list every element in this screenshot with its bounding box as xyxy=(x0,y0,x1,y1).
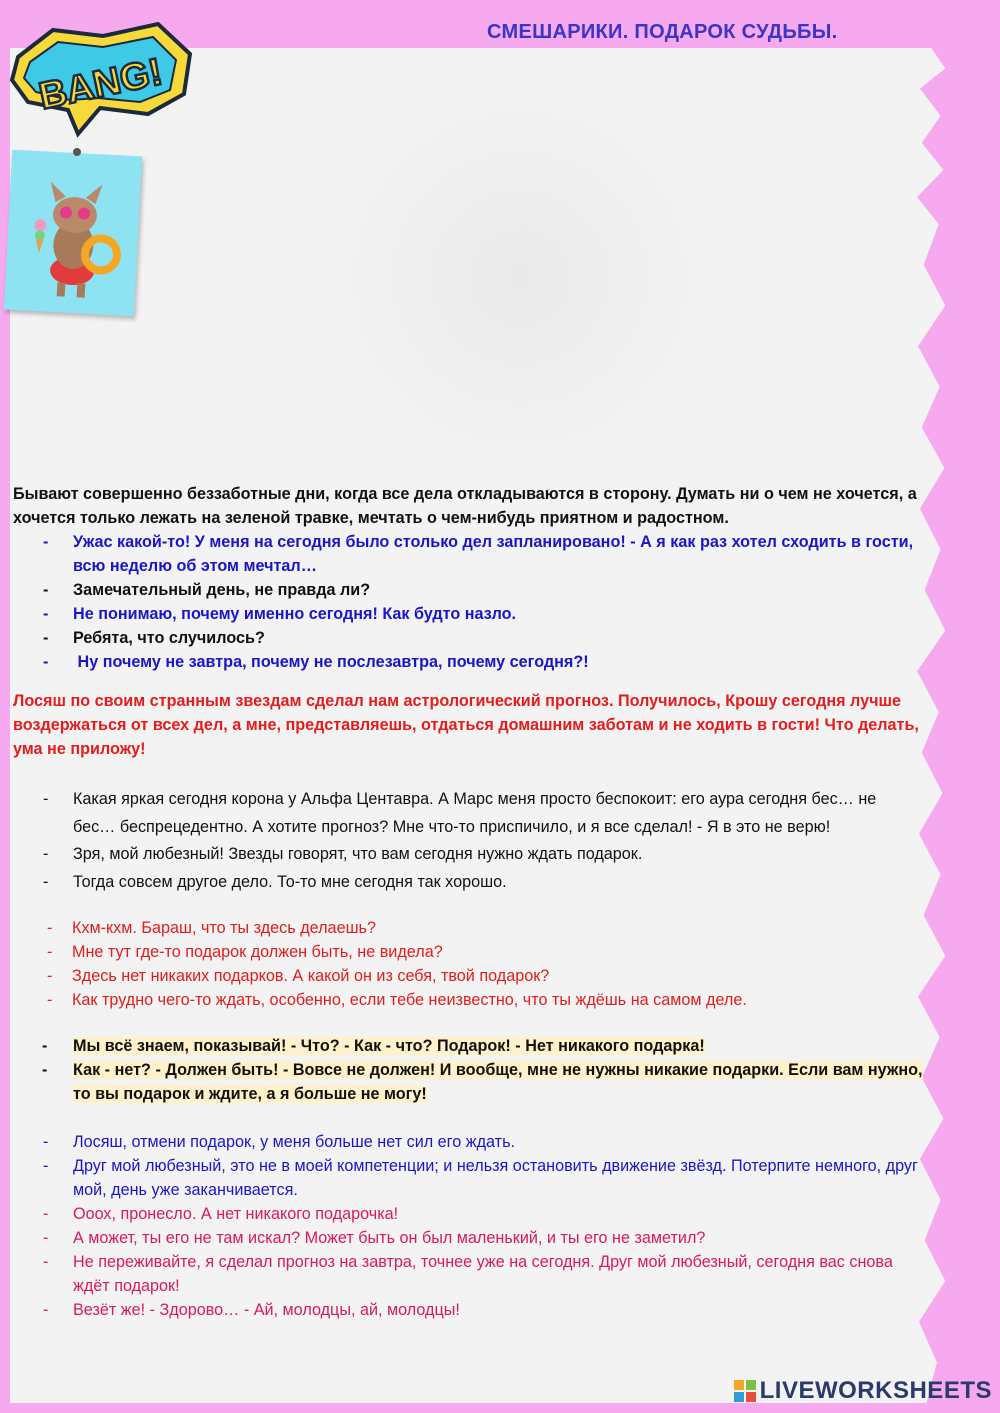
dialog-line: - Какая яркая сегодня корона у Альфа Центавра. А Марс меня просто беспокоит: его аура сегодня бес… не бес… беспрецедентно. А хотите прогноз? Мне что-то приспичило, и я все сделал! - Я в это не верю! xyxy=(43,790,877,836)
dialog-line: - Кхм-кхм. Бараш, что ты здесь делаешь? xyxy=(47,919,376,937)
dialog-line: - А может, ты его не там искал? Может быть он был маленький, и ты его не заметил? xyxy=(43,1229,706,1247)
brand-text: LIVEWORKSHEETS xyxy=(759,1377,992,1404)
dialog-line: - Тогда совсем другое дело. То-то мне сегодня так хорошо. xyxy=(43,872,507,891)
red-paragraph: Лосяш по своим странным звездам сделал нам астрологический прогноз. Получилось, Крошу сегодня лучше воздержаться от всех дел, а мне, представляешь, отдаться домашним заботам и не ходить в гости! Что делать, ума не приложу! xyxy=(13,692,919,758)
liveworksheets-icon xyxy=(734,1380,756,1402)
worksheet-text xyxy=(13,482,923,1322)
dialog-line: - Зря, мой любезный! Звезды говорят, что вам сегодня нужно ждать подарок. xyxy=(43,845,643,863)
dialog-line: - Ужас какой-то! У меня на сегодня было столько дел запланировано! - А я как раз хотел сходить в гости, всю неделю об этом мечтал… xyxy=(43,533,914,575)
dog-sticker xyxy=(4,150,142,317)
liveworksheets-logo[interactable] xyxy=(734,1377,992,1405)
dialog-1 xyxy=(13,530,923,674)
dog-icon xyxy=(4,150,142,317)
dialog-line: - Ооох, пронесло. А нет никакого подарочка! xyxy=(43,1205,399,1223)
dialog-line: - Как - нет? - Должен быть! - Вовсе не должен! И вообще, мне не нужны никакие подарки. Если вам нужно, то вы подарок и ждите, а я больше не могу! xyxy=(42,1061,923,1103)
dialog-line: - Как трудно чего-то ждать, особенно, если тебе неизвестно, что ты ждёшь на самом деле. xyxy=(47,991,747,1009)
dialog-line: - Везёт же! - Здорово… - Ай, молодцы, ай, молодцы! xyxy=(43,1301,460,1319)
dialog-3 xyxy=(13,916,923,1012)
dialog-line: - Лосяш, отмени подарок, у меня больше нет сил его ждать. xyxy=(43,1133,516,1151)
dialog-4 xyxy=(13,1034,923,1106)
dialog-line: - Ну почему не завтра, почему не послезавтра, почему сегодня?! xyxy=(43,653,589,671)
pin-icon xyxy=(73,148,81,156)
dialog-5 xyxy=(13,1130,923,1322)
intro-paragraph: Бывают совершенно беззаботные дни, когда все дела откладываются в сторону. Думать ни о чем не хочется, а хочется только лежать на зеленой травке, мечтать о чем-нибудь приятном и радостном. xyxy=(13,485,917,527)
dialog-line: - Не понимаю, почему именно сегодня! Как будто назло. xyxy=(43,605,517,623)
dialog-line: - Не переживайте, я сделал прогноз на завтра, точнее уже на сегодня. Друг мой любезный, сегодня вас снова ждёт подарок! xyxy=(43,1253,893,1295)
dialog-line: - Мы всё знаем, показывай! - Что? - Как - что? Подарок! - Нет никакого подарка! xyxy=(42,1037,705,1055)
dialog-line: - Ребята, что случилось? xyxy=(43,629,265,647)
dialog-2 xyxy=(13,786,923,896)
page-title: СМЕШАРИКИ. ПОДАРОК СУДЬБЫ. xyxy=(487,21,838,43)
dialog-line: - Замечательный день, не правда ли? xyxy=(43,581,371,599)
dialog-line: - Друг мой любезный, это не в моей компетенции; и нельзя остановить движение звёзд. Потерпите немного, друг мой, день уже заканчивается. xyxy=(43,1157,918,1199)
dialog-line: - Здесь нет никаких подарков. А какой он из себя, твой подарок? xyxy=(47,967,550,985)
bang-text xyxy=(8,22,198,140)
svg-text:BANG!: BANG! xyxy=(35,51,167,119)
dialog-line: - Мне тут где-то подарок должен быть, не видела? xyxy=(47,943,443,961)
